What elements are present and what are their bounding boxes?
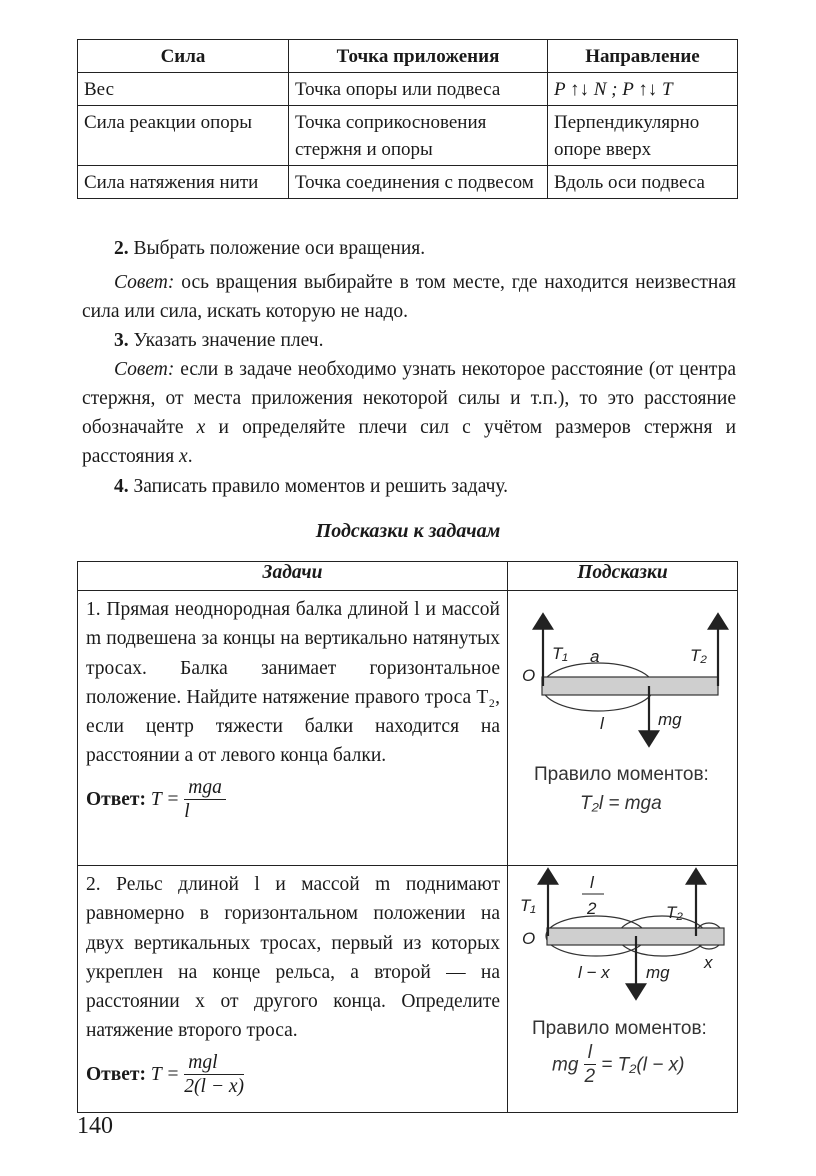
task-2-text: 2. Рельс длиной l и массой m поднимают равномерно в горизонтальном положении на двух вертикальных тросах, первый из которых укреплен на конце рельса, а второй — на расстоянии x от другого конца. Определите натяжение второго троса. (86, 874, 500, 1042)
label-o: O (522, 929, 536, 948)
hint-2-formula (552, 1042, 684, 1089)
label-half-num: l (590, 873, 594, 892)
label-mg: mg (658, 710, 682, 729)
cell-point: Точка опоры или подвеса (289, 73, 548, 106)
col-header-force: Сила (78, 40, 289, 73)
fraction-denominator: l (184, 800, 190, 822)
step-4 (82, 472, 736, 501)
label-o: O (522, 666, 536, 685)
table-row (78, 106, 738, 166)
step-3 (82, 326, 736, 355)
table-row (78, 866, 738, 1113)
step-number: 4. (114, 476, 129, 497)
hint-1-formula: T₂l = mga (580, 793, 662, 814)
forces-table (77, 39, 738, 199)
table-row (78, 73, 738, 106)
cell-point: Точка соединения с подвесом (289, 166, 548, 199)
advice-label: Совет: (114, 359, 175, 380)
hint-2-label: Правило моментов: (532, 1018, 707, 1039)
cell-direction: Вдоль оси подвеса (548, 166, 738, 199)
fraction-denominator: 2 (584, 1066, 596, 1087)
advice-text: если в задаче необходимо узнать некоторое расстояние (от центра стержня, от места приложения некоторой силы и т.п.), то это расстояние обозначайте (82, 359, 736, 438)
hint-rhs: = T₂(l − x) (601, 1054, 685, 1076)
answer-label: Ответ: (86, 1063, 147, 1085)
fraction-numerator: mgl (184, 1052, 244, 1075)
cell-force: Вес (78, 73, 289, 106)
answer-lhs: T = (150, 1063, 180, 1085)
cell-direction: Перпендикулярно опоре вверх (548, 106, 738, 166)
hint-1-label: Правило моментов: (534, 764, 709, 785)
table-row (78, 591, 738, 866)
beam-diagram-2 (508, 866, 746, 1016)
col-header-hints: Подсказки (508, 562, 738, 591)
hint-cell (508, 866, 738, 1113)
answer-fraction (184, 777, 226, 824)
col-header-direction: Направление (548, 40, 738, 73)
task-cell (78, 591, 508, 866)
table-header-row (78, 40, 738, 73)
step-text: Выбрать положение оси вращения. (133, 238, 426, 259)
step-number: 3. (114, 330, 129, 351)
page-number: 140 (77, 1113, 113, 1139)
step-text: Указать значение плеч. (133, 330, 324, 351)
advice-2 (82, 268, 736, 326)
task-1-answer (86, 777, 500, 824)
advice-3: Совет: если в задаче необходимо узнать некоторое расстояние (от центра стержня, от места приложения некоторой силы и т.п.), то это расстояние обозначайте x и определяйте плечи сил с учётом размеров стержня и расстояния x. (82, 359, 737, 467)
task-cell (78, 866, 508, 1113)
label-t2: T₂ (690, 646, 707, 665)
cell-point: Точка соприкосновения стержня и опоры (289, 106, 548, 166)
label-t1: T₁ (520, 896, 536, 915)
variable-x: x (179, 446, 188, 467)
advice-text: ось вращения выбирайте в том месте, где находится неизвестная сила или сила, искать которую не надо. (82, 272, 736, 322)
section-title: Подсказки к задачам (315, 520, 501, 542)
label-t1: T₁ (552, 644, 568, 663)
answer-lhs: T = (150, 788, 180, 810)
direction-formula: P ↑↓ N ; P ↑↓ T (554, 79, 673, 100)
fraction-denominator: 2(l − x) (184, 1075, 245, 1097)
col-header-tasks: Задачи (78, 562, 508, 591)
task-1-text: 1. Прямая неоднородная балка длиной l и массой m подвешена за концы на вертикально натянутых тросах. Балка занимает горизонтальное положение. Найдите натяжение правого троса T₂, если центр тяжести балки находится на расстоянии a от левого конца балки. (86, 599, 500, 767)
step-number: 2. (114, 238, 129, 259)
advice-text: и определяйте плечи сил с учётом размеров стержня и расстояния (82, 417, 737, 467)
advice-label: Совет: (114, 272, 175, 293)
cell-force: Сила натяжения нити (78, 166, 289, 199)
label-lx: l − x (578, 963, 610, 982)
label-l: l (600, 714, 604, 733)
step-2 (82, 234, 736, 263)
col-header-point: Точка приложения (289, 40, 548, 73)
hint-fraction (584, 1042, 596, 1089)
label-x: x (704, 953, 713, 972)
label-half-den: 2 (587, 899, 597, 918)
beam (542, 677, 718, 695)
hints-table (77, 561, 738, 1113)
label-mg: mg (646, 963, 670, 982)
answer-fraction (184, 1052, 244, 1099)
variable-x: x (196, 417, 206, 438)
table-header-row (78, 562, 738, 591)
label-t2: T₂ (666, 903, 683, 922)
fraction-numerator: l (584, 1042, 596, 1065)
cell-direction (548, 73, 738, 106)
fraction-numerator: mga (184, 777, 226, 800)
cell-force: Сила реакции опоры (78, 106, 289, 166)
task-2-answer (86, 1052, 500, 1099)
label-a: a (590, 647, 600, 666)
table-row (78, 166, 738, 199)
hint-lhs: mg (552, 1054, 579, 1076)
hint-cell (508, 591, 738, 866)
answer-label: Ответ: (86, 788, 147, 810)
step-text: Записать правило моментов и решить задачу. (133, 476, 509, 497)
beam-diagram-1 (508, 591, 746, 761)
